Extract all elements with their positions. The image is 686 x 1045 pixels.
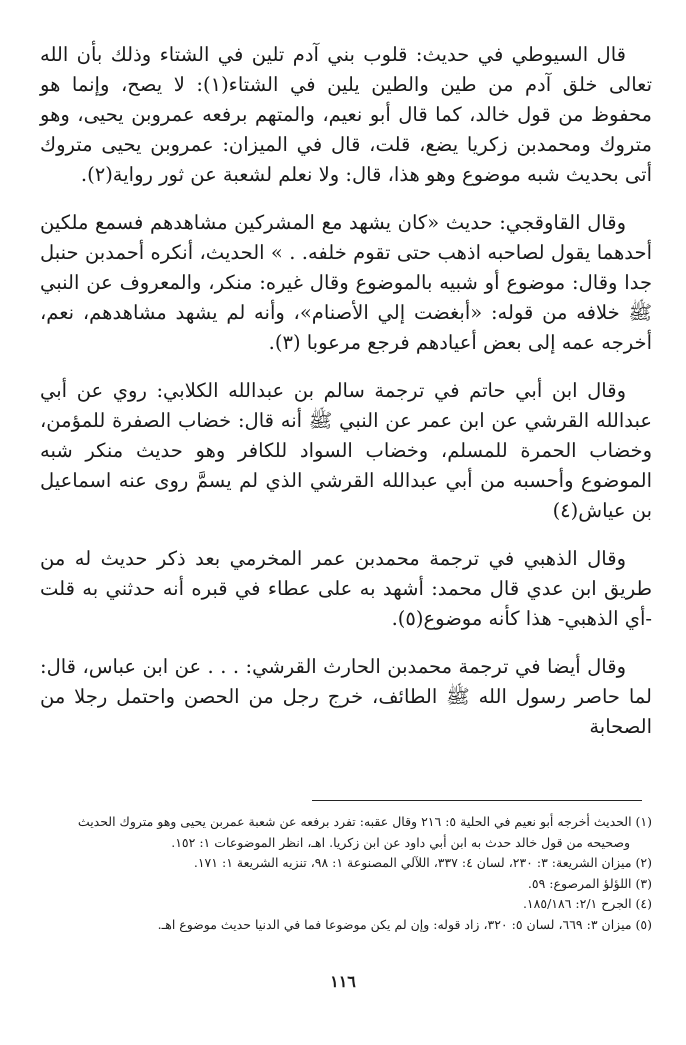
main-text	[40, 40, 652, 742]
footnote-1: (١) الحديث أخرجه أبو نعيم في الحلية ٥: ٢١٦ وقال عقبه: تفرد برفعه عن شعبة عمربن يحيى وهو متروك الحديث	[77, 814, 652, 829]
footnote-2: (٢) ميزان الشريعة: ٣: ٢٣٠، لسان ٤: ٣٣٧، اللآلي المصنوعة ١: ٩٨، تنزيه الشريعة ١: ١٧١.	[193, 855, 652, 870]
paragraph-ibn-abi-hatim: وقال ابن أبي حاتم في ترجمة سالم بن عبدالله الكلابي: روي عن أبي عبدالله القرشي عن ابن عمر عن النبي ﷺ أنه قال: خضاب الصفرة للمؤمن، وخضاب الحمرة للمسلم، وخضاب السواد للكافر وهو حديث منكر شبه الموضوع وأحسبه من أبي عبدالله القرشي الذي لم يسمَّ روى عنه اسماعيل بن عياش(٤)	[40, 379, 652, 522]
footnotes	[40, 812, 652, 935]
footnote-4: (٤) الجرح ٢/١: ١٨٥/١٨٦.	[522, 896, 652, 911]
footnote-5: (٥) ميزان ٣: ٦٦٩، لسان ٥: ٣٢٠، زاد قوله: وإن لم يكن موضوعا فما في الدنيا حديث موضوع اهـ.	[157, 916, 652, 932]
paragraph-dhahabi-qurashi: وقال أيضا في ترجمة محمدبن الحارث القرشي: . . . عن ابن عباس، قال: لما حاصر رسول الله ﷺ الطائف، خرج رجل من الحصن واحتمل رجلا من الصحابة	[40, 655, 652, 738]
page-number: ١١٦	[330, 972, 356, 991]
paragraph-dhahabi-makhrami: وقال الذهبي في ترجمة محمدبن عمر المخرمي بعد ذكر حديث له من طريق ابن عدي قال محمد: أشهد به على عطاء في قبره أنه حدثني به قلت -أي الذهبي- هذا كأنه موضوع(٥).	[40, 547, 652, 630]
footnote-divider	[312, 800, 642, 801]
paragraph-qawuqji: وقال القاوقجي: حديث «كان يشهد مع المشركين مشاهدهم فسمع ملكين أحدهما يقول لصاحبه اذهب حتى تقوم خلفه. . » الحديث، أنكره أحمدبن حنبل جدا وقال: موضوع أو شبيه بالموضوع وقال غيره: منكر، والمعروف عن النبي ﷺ خلافه من قوله: «أبغضت إلي الأصنام»، وأنه لم يشهد مشاهدهم، نعم، أخرجه عمه إلى بعض أعيادهم فرجع مرعوبا (٣).	[40, 211, 652, 354]
footnote-1-continued: وصحيحه من قول خالد حدث به ابن أبي داود عن ابن زكريا. اهـ، انظر الموضوعات ١: ١٥٢.	[171, 834, 630, 850]
paragraph-suyuti: قال السيوطي في حديث: قلوب بني آدم تلين في الشتاء وذلك بأن الله تعالى خلق آدم من طين والطين يلين في الشتاء(١): لا يصح، وإنما هو محفوظ من قول خالد، كما قال أبو نعيم، والمتهم برفعه عمروبن يحيى، وهو متروك ومحمدبن زكريا يضع، قلت، قال في الميزان: عمروبن يحيى متروك أتى بحديث شبه موضوع وهو هذا، قال: ولا نعلم لشعبة عن ثور رواية(٢).	[40, 43, 652, 186]
footnote-3: (٣) اللؤلؤ المرصوع: ٥٩.	[527, 875, 652, 891]
